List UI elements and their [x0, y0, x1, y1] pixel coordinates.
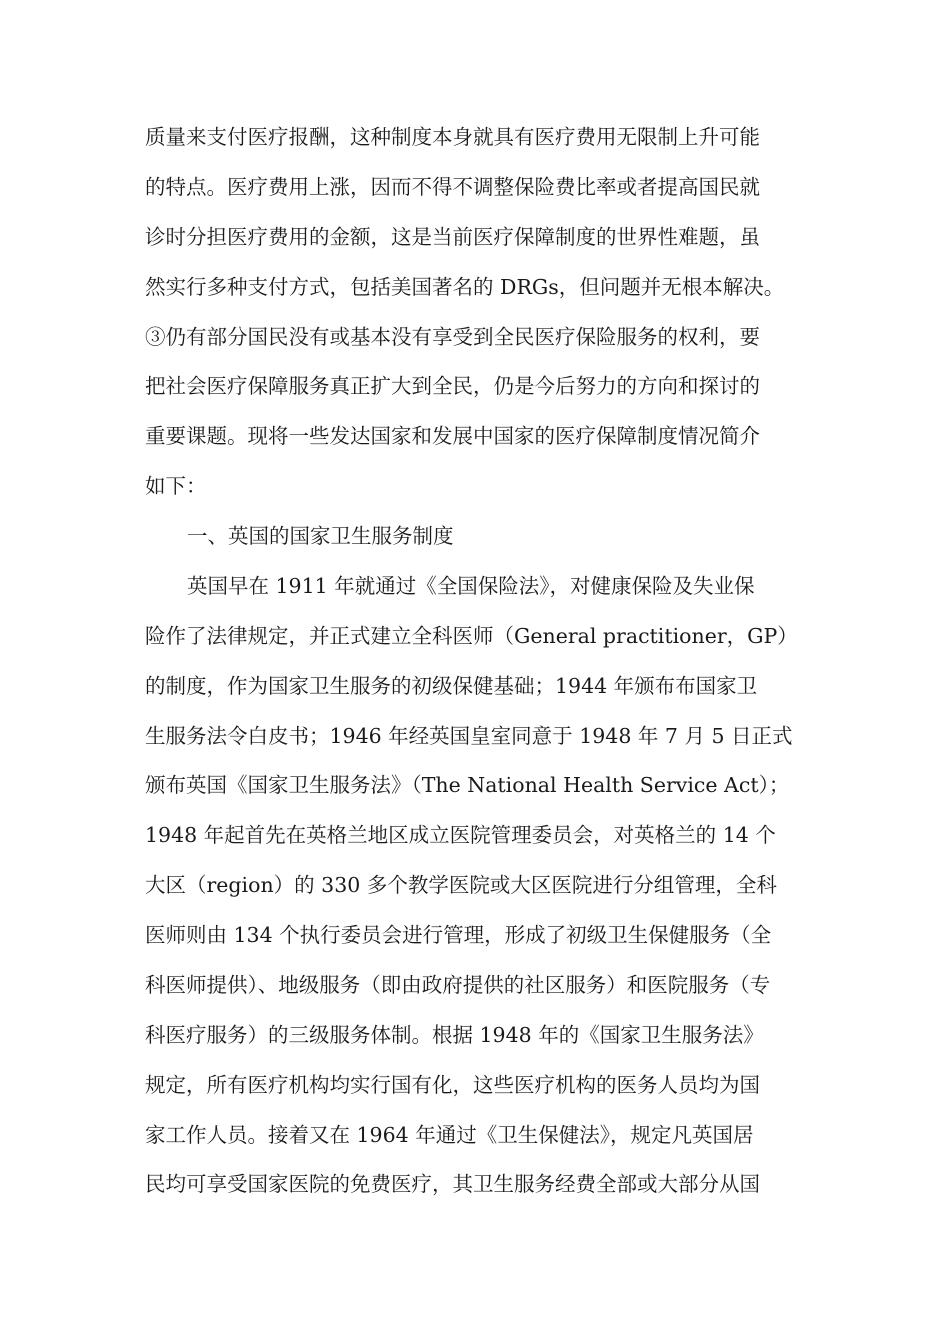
body-text-line: 的特点。医疗费用上涨，因而不得不调整保险费比率或者提高国民就: [145, 175, 760, 199]
body-text-line: 重要课题。现将一些发达国家和发展中国家的医疗保障制度情况简介: [145, 424, 760, 448]
body-text-line: 颁布英国《国家卫生服务法》（The National Health Service Act）；: [145, 773, 790, 797]
body-text-line: 然实行多种支付方式，包括美国著名的 DRGs，但问题并无根本解决。: [145, 275, 785, 299]
body-text-line: 科医师提供）、地级服务（即由政府提供的社区服务）和医院服务（专: [145, 973, 771, 997]
body-text-line: 科医疗服务）的三级服务体制。根据 1948 年的《国家卫生服务法》: [145, 1023, 764, 1047]
body-text-line: 医师则由 134 个执行委员会进行管理，形成了初级卫生保健服务（全: [145, 923, 772, 947]
body-text-line: 如下：: [145, 474, 207, 498]
body-text-line: 英国早在 1911 年就通过《全国保险法》，对健康保险及失业保: [187, 574, 755, 598]
body-text-line: ③仍有部分国民没有或基本没有享受到全民医疗保险服务的权利，要: [145, 325, 760, 349]
body-text-line: 的制度，作为国家卫生服务的初级保健基础；1944 年颁布布国家卫: [145, 674, 758, 698]
body-text-line: 规定，所有医疗机构均实行国有化，这些医疗机构的医务人员均为国: [145, 1073, 760, 1097]
body-text-line: 民均可享受国家医院的免费医疗，其卫生服务经费全部或大部分从国: [145, 1172, 760, 1196]
body-text-line: 险作了法律规定，并正式建立全科医师（General practitioner，GP）: [145, 624, 798, 648]
body-text-line: 把社会医疗保障服务真正扩大到全民，仍是今后努力的方向和探讨的: [145, 374, 760, 398]
section-heading: 一、英国的国家卫生服务制度: [187, 524, 454, 548]
body-text-line: 大区（region）的 330 多个教学医院或大区医院进行分组管理，全科: [145, 873, 777, 897]
body-text-line: 质量来支付医疗报酬，这种制度本身就具有医疗费用无限制上升可能: [145, 125, 760, 149]
body-text-line: 生服务法令白皮书；1946 年经英国皇室同意于 1948 年 7 月 5 日正式: [145, 724, 793, 748]
body-text-line: 1948 年起首先在英格兰地区成立医院管理委员会，对英格兰的 14 个: [145, 823, 776, 847]
body-text-line: 家工作人员。接着又在 1964 年通过《卫生保健法》，规定凡英国居: [145, 1123, 754, 1147]
body-text-line: 诊时分担医疗费用的金额，这是当前医疗保障制度的世界性难题，虽: [145, 225, 760, 249]
